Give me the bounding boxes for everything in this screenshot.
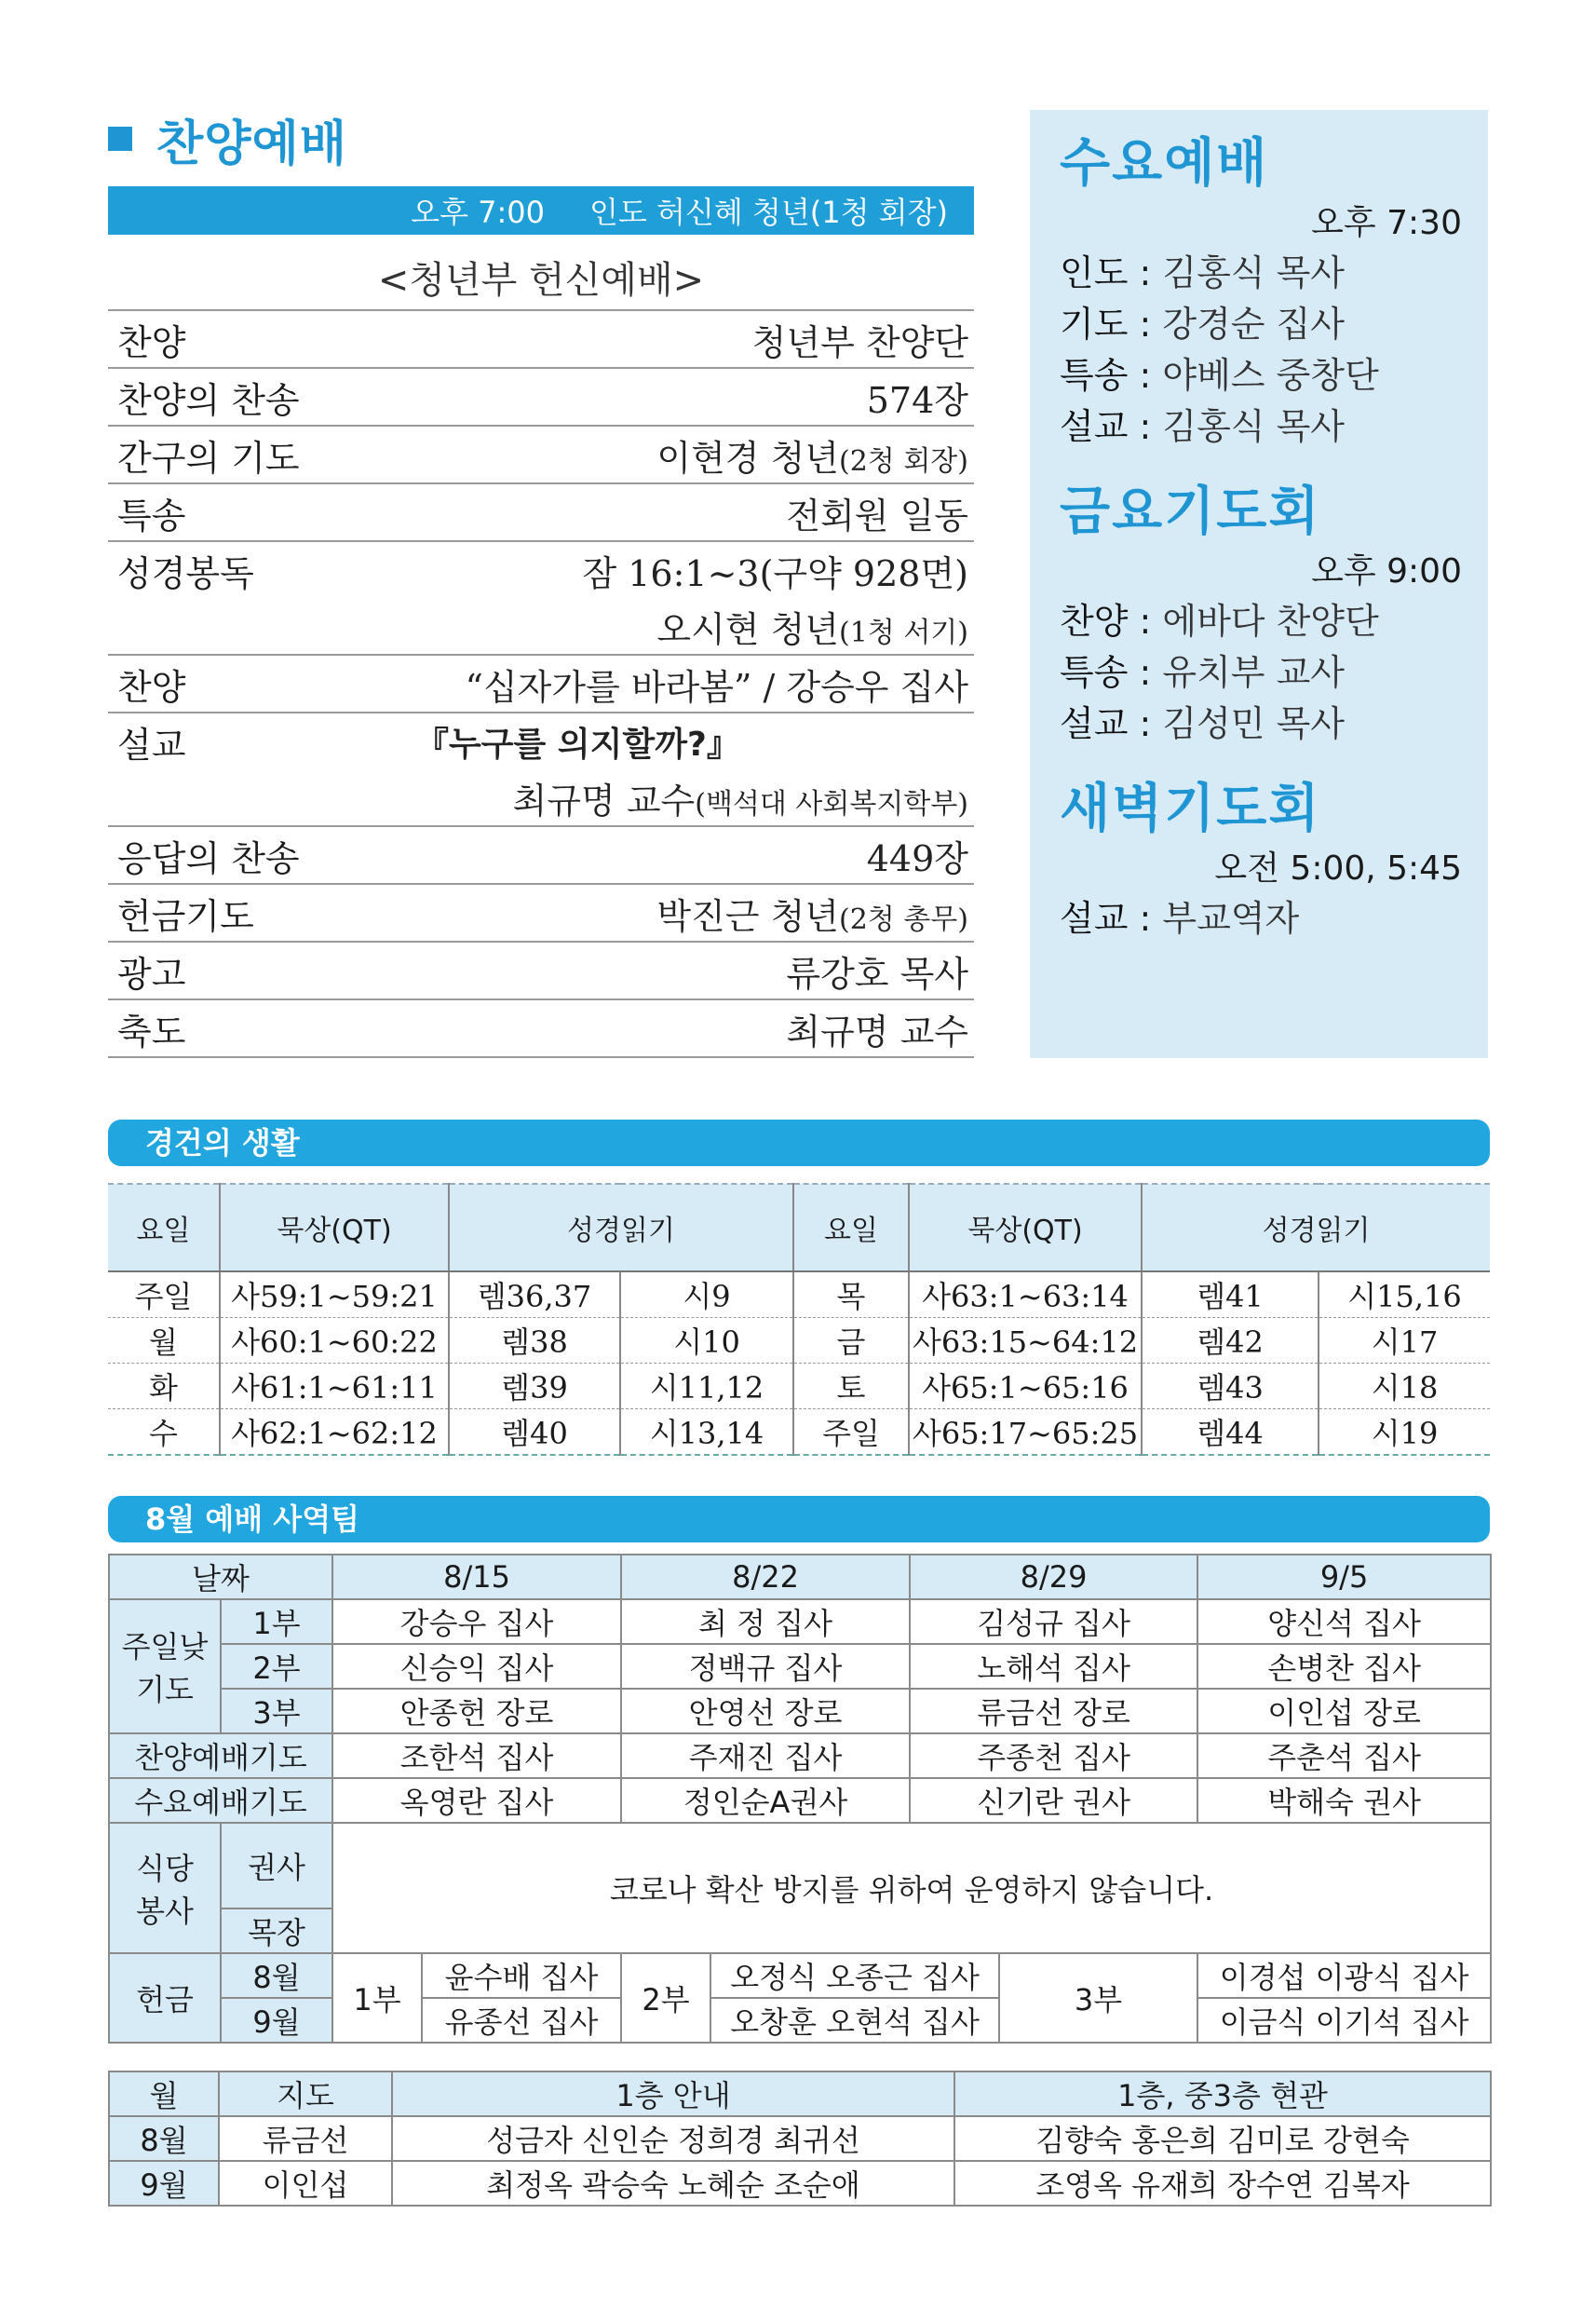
table-cell: 사59:1~59:21 bbox=[220, 1271, 449, 1318]
col-header: 묵상(QT) bbox=[220, 1184, 449, 1271]
table-cell: 사65:1~65:16 bbox=[909, 1364, 1142, 1409]
col-header: 월 bbox=[109, 2071, 219, 2116]
table-cell: 렘42 bbox=[1142, 1318, 1319, 1364]
date-label: 날짜 bbox=[109, 1555, 332, 1599]
table-row bbox=[109, 1599, 1491, 1644]
part-label: 2부 bbox=[221, 1644, 332, 1689]
table-cell: 렘38 bbox=[449, 1318, 620, 1364]
order-row bbox=[108, 943, 974, 1000]
month-label: 9월 bbox=[221, 1998, 332, 2043]
table-cell: 렘39 bbox=[449, 1364, 620, 1409]
dawn-service-title: 새벽기도회 bbox=[1060, 779, 1321, 839]
order-item: 헌금기도 bbox=[117, 895, 254, 937]
square-bullet-icon bbox=[108, 127, 132, 151]
qt-section-header bbox=[108, 1120, 1490, 1166]
line-value: 김홍식 목사 bbox=[1162, 252, 1346, 293]
fri-service-time: 오후 9:00 bbox=[1311, 552, 1462, 591]
order-item: 축도 bbox=[117, 1011, 186, 1053]
col-header: 묵상(QT) bbox=[909, 1184, 1142, 1271]
month-label: 8월 bbox=[221, 1953, 332, 1998]
table-cell: 시9 bbox=[620, 1271, 793, 1318]
order-row bbox=[108, 713, 974, 769]
order-value: 잠 16:1~3(구약 928면) bbox=[582, 552, 968, 594]
table-cell: 주일 bbox=[793, 1409, 909, 1456]
order-item: 성경봉독 bbox=[117, 552, 254, 594]
order-value: 이현경 청년 bbox=[656, 437, 840, 479]
table-row bbox=[108, 1271, 1490, 1318]
order-item: 응답의 찬송 bbox=[117, 837, 300, 879]
line-value: 강경순 집사 bbox=[1162, 304, 1346, 345]
order-value: 전회원 일동 bbox=[786, 495, 968, 537]
table-cell: 박해숙 권사 bbox=[1197, 1778, 1491, 1823]
table-row bbox=[109, 1644, 1491, 1689]
table-cell: 사65:17~65:25 bbox=[909, 1409, 1142, 1456]
order-row bbox=[108, 427, 974, 484]
guide-header-row bbox=[109, 2071, 1491, 2116]
line-key: 설교 bbox=[1060, 406, 1129, 447]
offering-part: 2부 bbox=[621, 1953, 710, 2043]
team-section-header bbox=[108, 1496, 1490, 1542]
order-item: 찬양의 찬송 bbox=[117, 379, 300, 421]
table-row bbox=[108, 1409, 1490, 1456]
cafeteria-note: 코로나 확산 방지를 위하여 운영하지 않습니다. bbox=[332, 1823, 1491, 1953]
order-row bbox=[108, 769, 974, 827]
order-row bbox=[108, 309, 974, 369]
table-cell: 9월 bbox=[109, 2161, 219, 2206]
order-item: 광고 bbox=[117, 953, 186, 995]
praise-service-section bbox=[108, 110, 974, 1058]
date-header: 9/5 bbox=[1197, 1555, 1491, 1599]
table-row bbox=[109, 2116, 1491, 2161]
table-cell: 사61:1~61:11 bbox=[220, 1364, 449, 1409]
praise-time: 오후 7:00 bbox=[411, 195, 546, 230]
line-value: 김홍식 목사 bbox=[1162, 406, 1346, 447]
offering-part: 1부 bbox=[332, 1953, 422, 2043]
table-cell: 렘40 bbox=[449, 1409, 620, 1456]
table-cell: 화 bbox=[108, 1364, 220, 1409]
table-cell: 시19 bbox=[1319, 1409, 1490, 1456]
table-cell: 시11,12 bbox=[620, 1364, 793, 1409]
table-cell: 주일 bbox=[108, 1271, 220, 1318]
order-item: 특송 bbox=[117, 495, 186, 537]
table-cell: 시17 bbox=[1319, 1318, 1490, 1364]
line-key: 인도 bbox=[1060, 252, 1129, 293]
table-cell: 류금선 장로 bbox=[910, 1689, 1197, 1733]
praise-subtitle: <청년부 헌신예배> bbox=[377, 259, 705, 302]
table-cell: 양신석 집사 bbox=[1197, 1599, 1491, 1644]
order-row bbox=[108, 484, 974, 542]
line-key: 특송 bbox=[1060, 652, 1129, 693]
table-cell: 사60:1~60:22 bbox=[220, 1318, 449, 1364]
sermon-title: 『누구를 의지할까?』 bbox=[415, 725, 740, 764]
table-cell: 노해석 집사 bbox=[910, 1644, 1197, 1689]
usher-guide-table bbox=[108, 2071, 1492, 2207]
qt-table bbox=[108, 1183, 1490, 1456]
table-cell: 토 bbox=[793, 1364, 909, 1409]
table-cell: 정인순A권사 bbox=[621, 1778, 910, 1823]
table-cell: 손병찬 집사 bbox=[1197, 1644, 1491, 1689]
order-note: (2청 총무) bbox=[839, 903, 968, 936]
table-cell: 신승익 집사 bbox=[332, 1644, 621, 1689]
table-cell: 윤수배 집사 bbox=[422, 1953, 621, 1998]
qt-section-title: 경건의 생활 bbox=[145, 1125, 300, 1161]
table-row bbox=[109, 1689, 1491, 1733]
order-value: 449장 bbox=[866, 837, 968, 879]
table-cell: 김향숙 홍은희 김미로 강현숙 bbox=[954, 2116, 1491, 2161]
table-row bbox=[109, 1953, 1491, 1998]
table-cell: 유종선 집사 bbox=[422, 1998, 621, 2043]
service-line: 설교 : 부교역자 bbox=[1060, 898, 1300, 939]
table-cell: 주재진 집사 bbox=[621, 1733, 910, 1778]
line-key: 특송 bbox=[1060, 355, 1129, 396]
table-cell: 오정식 오종근 집사 bbox=[710, 1953, 999, 1998]
fri-service-title: 금요기도회 bbox=[1060, 482, 1321, 542]
service-line: 설교 : 김성민 목사 bbox=[1060, 703, 1346, 744]
qt-header-row bbox=[108, 1184, 1490, 1271]
table-cell: 이경섭 이광식 집사 bbox=[1197, 1953, 1491, 1998]
table-cell: 렘41 bbox=[1142, 1271, 1319, 1318]
table-cell: 사63:15~64:12 bbox=[909, 1318, 1142, 1364]
table-row bbox=[109, 1733, 1491, 1778]
service-line: 특송 : 야베스 중창단 bbox=[1060, 355, 1379, 396]
cafeteria-role: 권사 bbox=[221, 1823, 332, 1908]
table-row bbox=[109, 1778, 1491, 1823]
order-value-group bbox=[656, 429, 968, 481]
table-cell: 류금선 bbox=[219, 2116, 392, 2161]
table-cell: 강승우 집사 bbox=[332, 1599, 621, 1644]
table-cell: 시18 bbox=[1319, 1364, 1490, 1409]
table-cell: 사63:1~63:14 bbox=[909, 1271, 1142, 1318]
date-header: 8/22 bbox=[621, 1555, 910, 1599]
line-key: 기도 bbox=[1060, 304, 1129, 345]
order-value-group bbox=[656, 888, 968, 939]
table-cell: 렘43 bbox=[1142, 1364, 1319, 1409]
table-row bbox=[109, 1823, 1491, 1908]
order-value-group bbox=[656, 601, 968, 652]
order-item: 설교 bbox=[117, 724, 186, 766]
table-cell: 월 bbox=[108, 1318, 220, 1364]
table-cell: 성금자 신인순 정희경 최귀선 bbox=[392, 2116, 954, 2161]
order-note: (백석대 사회복지학부) bbox=[695, 787, 968, 821]
weekly-services-box bbox=[1030, 110, 1488, 1058]
order-row bbox=[108, 656, 974, 713]
order-row bbox=[108, 369, 974, 427]
table-cell: 시10 bbox=[620, 1318, 793, 1364]
col-header: 요일 bbox=[793, 1184, 909, 1271]
table-cell: 조한석 집사 bbox=[332, 1733, 621, 1778]
order-note: (1청 서기) bbox=[839, 616, 968, 649]
order-value: 오시현 청년 bbox=[656, 608, 840, 650]
order-value: “십자가를 바라봄” / 강승우 집사 bbox=[465, 666, 968, 708]
table-cell: 주춘석 집사 bbox=[1197, 1733, 1491, 1778]
table-cell: 8월 bbox=[109, 2116, 219, 2161]
line-value: 에바다 찬양단 bbox=[1162, 601, 1379, 642]
order-row bbox=[108, 827, 974, 885]
line-key: 설교 bbox=[1060, 703, 1129, 744]
table-cell: 주종천 집사 bbox=[910, 1733, 1197, 1778]
table-cell: 렘44 bbox=[1142, 1409, 1319, 1456]
wed-service-title: 수요예배 bbox=[1060, 133, 1269, 194]
order-value: 최규명 교수 bbox=[512, 780, 696, 822]
table-row bbox=[109, 2161, 1491, 2206]
team-section-title: 8월 예배 사역팀 bbox=[145, 1501, 360, 1537]
part-label: 1부 bbox=[221, 1599, 332, 1644]
table-cell: 수 bbox=[108, 1409, 220, 1456]
service-line: 인도 : 김홍식 목사 bbox=[1060, 252, 1346, 293]
order-value: 류강호 목사 bbox=[786, 953, 968, 995]
table-cell: 옥영란 집사 bbox=[332, 1778, 621, 1823]
line-key: 설교 bbox=[1060, 898, 1129, 939]
dawn-service-time: 오전 5:00, 5:45 bbox=[1214, 849, 1462, 888]
table-cell: 김성규 집사 bbox=[910, 1599, 1197, 1644]
col-header: 요일 bbox=[108, 1184, 220, 1271]
table-cell: 안종헌 장로 bbox=[332, 1689, 621, 1733]
table-cell: 신기란 권사 bbox=[910, 1778, 1197, 1823]
praise-leader: 인도 허신혜 청년(1청 회장) bbox=[589, 195, 948, 230]
sunday-prayer-label: 주일낮 기도 bbox=[109, 1599, 221, 1733]
date-header: 8/15 bbox=[332, 1555, 621, 1599]
order-value-group bbox=[513, 772, 968, 823]
wed-prayer-label: 수요예배기도 bbox=[109, 1778, 332, 1823]
table-cell: 이인섭 장로 bbox=[1197, 1689, 1491, 1733]
date-header: 8/29 bbox=[910, 1555, 1197, 1599]
table-cell: 이인섭 bbox=[219, 2161, 392, 2206]
service-line: 설교 : 김홍식 목사 bbox=[1060, 406, 1346, 447]
cafeteria-role: 목장 bbox=[221, 1908, 332, 1953]
table-cell: 정백규 집사 bbox=[621, 1644, 910, 1689]
order-value: 박진근 청년 bbox=[656, 895, 840, 937]
line-value: 유치부 교사 bbox=[1162, 652, 1346, 693]
order-row bbox=[108, 598, 974, 656]
order-item: 간구의 기도 bbox=[117, 437, 300, 479]
table-cell: 안영선 장로 bbox=[621, 1689, 910, 1733]
service-team-table bbox=[108, 1554, 1492, 2044]
table-cell: 최 정 집사 bbox=[621, 1599, 910, 1644]
order-item: 찬양 bbox=[117, 666, 186, 708]
cafeteria-label: 식당 봉사 bbox=[109, 1823, 221, 1953]
table-cell: 최정옥 곽승숙 노혜순 조순애 bbox=[392, 2161, 954, 2206]
service-line: 기도 : 강경순 집사 bbox=[1060, 304, 1346, 345]
order-value: 청년부 찬양단 bbox=[751, 321, 968, 363]
praise-service-title: 찬양예배 bbox=[156, 115, 347, 172]
team-header-row bbox=[109, 1555, 1491, 1599]
offering-label: 헌금 bbox=[109, 1953, 221, 2043]
line-value: 야베스 중창단 bbox=[1162, 355, 1379, 396]
table-cell: 렘36,37 bbox=[449, 1271, 620, 1318]
line-value: 김성민 목사 bbox=[1162, 703, 1346, 744]
praise-prayer-label: 찬양예배기도 bbox=[109, 1733, 332, 1778]
wed-service-time: 오후 7:30 bbox=[1311, 204, 1462, 242]
order-value: 최규명 교수 bbox=[786, 1011, 968, 1053]
table-cell: 사62:1~62:12 bbox=[220, 1409, 449, 1456]
order-row bbox=[108, 885, 974, 943]
praise-service-title-row bbox=[108, 110, 974, 172]
table-cell: 시13,14 bbox=[620, 1409, 793, 1456]
praise-time-bar bbox=[108, 186, 974, 235]
col-header: 성경읽기 bbox=[449, 1184, 793, 1271]
col-header: 지도 bbox=[219, 2071, 392, 2116]
service-line: 특송 : 유치부 교사 bbox=[1060, 652, 1346, 693]
col-header: 성경읽기 bbox=[1142, 1184, 1490, 1271]
line-value: 부교역자 bbox=[1162, 898, 1300, 939]
order-row bbox=[108, 542, 974, 598]
col-header: 1층 안내 bbox=[392, 2071, 954, 2116]
table-cell: 시15,16 bbox=[1319, 1271, 1490, 1318]
table-cell: 목 bbox=[793, 1271, 909, 1318]
order-note: (2청 회장) bbox=[839, 444, 968, 478]
part-label: 3부 bbox=[221, 1689, 332, 1733]
offering-part: 3부 bbox=[999, 1953, 1197, 2043]
table-row bbox=[108, 1364, 1490, 1409]
table-cell: 금 bbox=[793, 1318, 909, 1364]
order-value: 574장 bbox=[866, 379, 968, 421]
col-header: 1층, 중3층 현관 bbox=[954, 2071, 1491, 2116]
table-row bbox=[108, 1318, 1490, 1364]
table-cell: 조영옥 유재희 장수연 김복자 bbox=[954, 2161, 1491, 2206]
service-line: 찬양 : 에바다 찬양단 bbox=[1060, 601, 1379, 642]
order-item: 찬양 bbox=[117, 321, 186, 363]
order-row bbox=[108, 1000, 974, 1058]
table-cell: 이금식 이기석 집사 bbox=[1197, 1998, 1491, 2043]
table-cell: 오창훈 오현석 집사 bbox=[710, 1998, 999, 2043]
line-key: 찬양 bbox=[1060, 601, 1129, 642]
table-row bbox=[109, 1998, 1491, 2043]
